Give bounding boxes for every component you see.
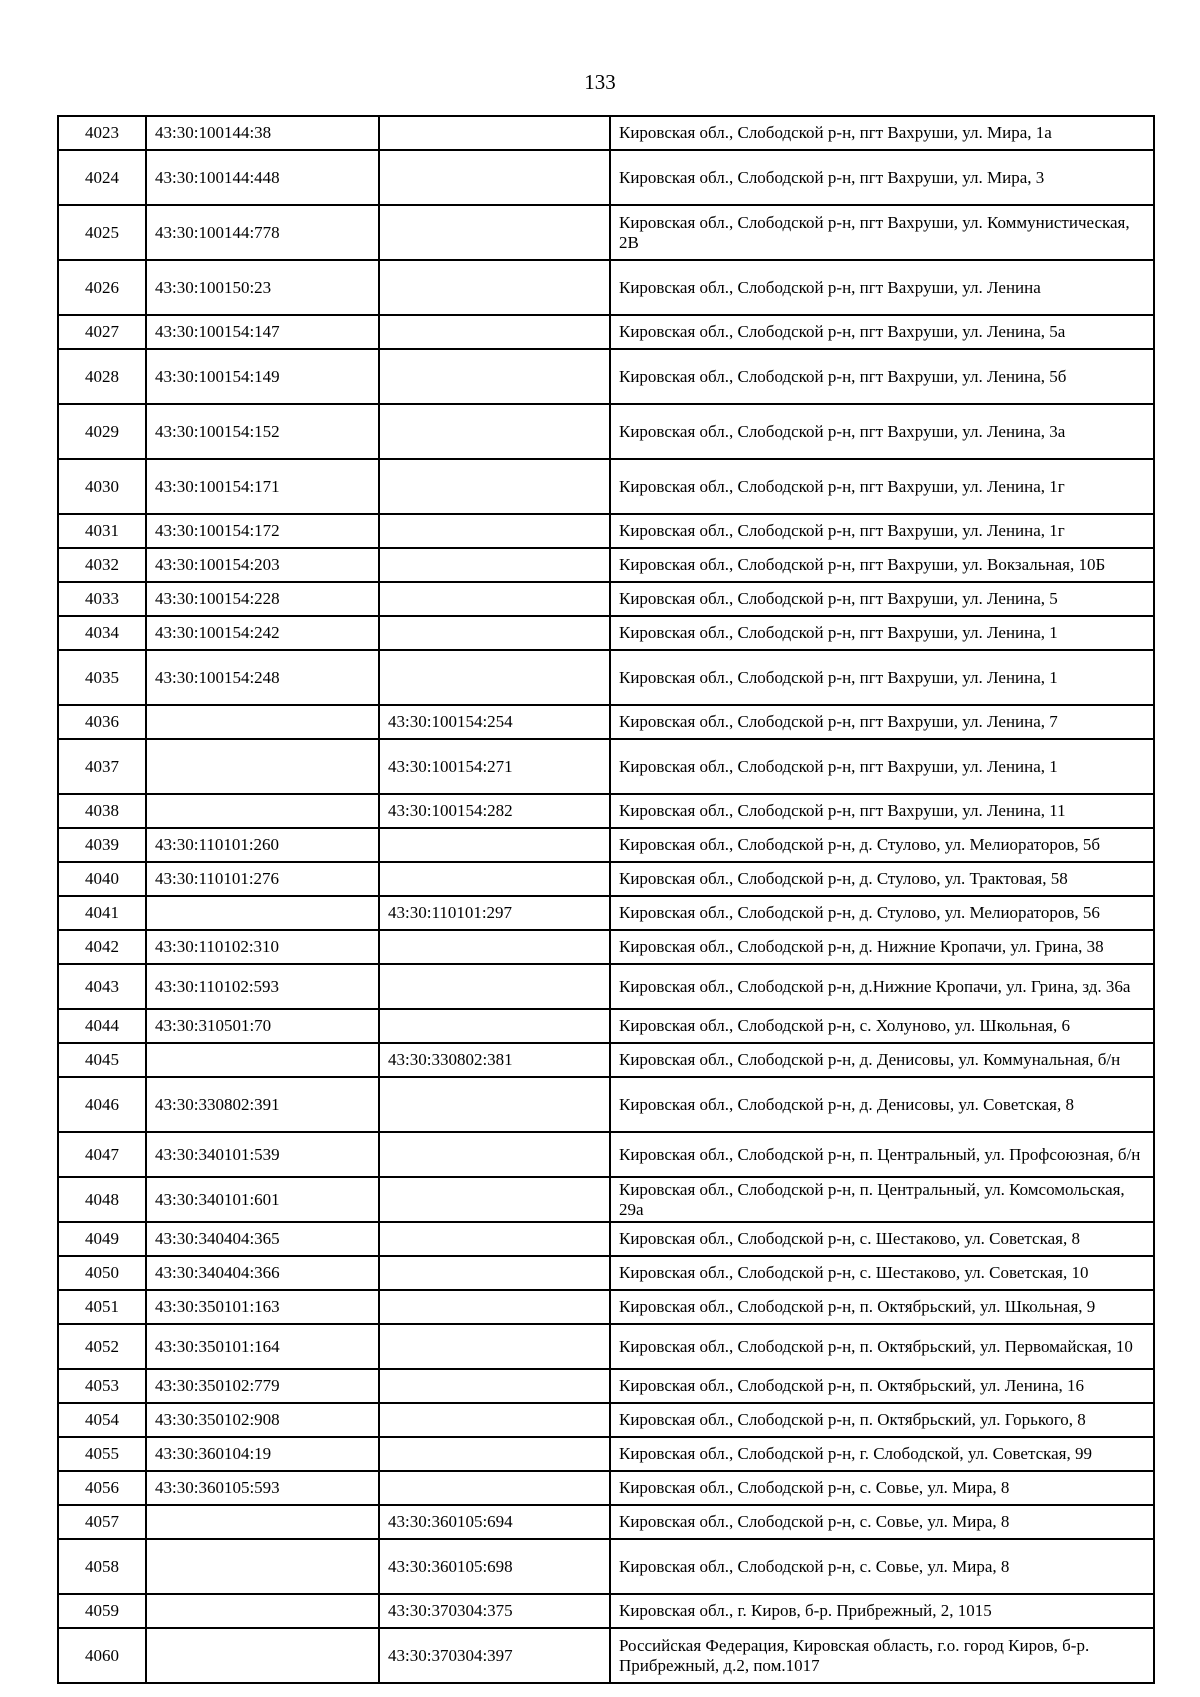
row-number-cell: 4035: [58, 650, 146, 705]
table-row: [58, 616, 1154, 650]
cadastral-number-alt-cell: [379, 150, 610, 205]
row-number-cell: 4028: [58, 349, 146, 404]
cadastral-number-cell: [146, 1505, 379, 1539]
table-row: [58, 349, 1154, 404]
address-cell: Кировская обл., Слободской р-н, д. Нижние Кропачи, ул. Грина, 38: [610, 930, 1154, 964]
cadastral-number-alt-cell: 43:30:330802:381: [379, 1043, 610, 1077]
cadastral-number-alt-cell: 43:30:370304:375: [379, 1594, 610, 1628]
row-number-cell: 4047: [58, 1132, 146, 1177]
row-number-cell: 4023: [58, 116, 146, 150]
table-row: [58, 896, 1154, 930]
cadastral-number-cell: [146, 794, 379, 828]
address-cell: Кировская обл., Слободской р-н, пгт Вахруши, ул. Мира, 1а: [610, 116, 1154, 150]
table-row: [58, 1594, 1154, 1628]
cadastral-number-cell: 43:30:100154:248: [146, 650, 379, 705]
table-row: [58, 582, 1154, 616]
table-row: [58, 1077, 1154, 1132]
table-row: [58, 1132, 1154, 1177]
row-number-cell: 4048: [58, 1177, 146, 1222]
row-number-cell: 4027: [58, 315, 146, 349]
address-cell: Кировская обл., Слободской р-н, пгт Вахруши, ул. Ленина, 1: [610, 650, 1154, 705]
cadastral-number-cell: 43:30:110101:260: [146, 828, 379, 862]
cadastral-number-alt-cell: [379, 930, 610, 964]
cadastral-number-cell: [146, 1594, 379, 1628]
row-number-cell: 4040: [58, 862, 146, 896]
address-cell: Кировская обл., Слободской р-н, с. Шестаково, ул. Советская, 8: [610, 1222, 1154, 1256]
table-row: [58, 964, 1154, 1009]
row-number-cell: 4025: [58, 205, 146, 260]
address-cell: Кировская обл., Слободской р-н, д.Нижние Кропачи, ул. Грина, зд. 36а: [610, 964, 1154, 1009]
cadastral-number-alt-cell: [379, 1077, 610, 1132]
cadastral-number-alt-cell: [379, 1324, 610, 1369]
row-number-cell: 4060: [58, 1628, 146, 1683]
cadastral-number-alt-cell: [379, 582, 610, 616]
row-number-cell: 4031: [58, 514, 146, 548]
row-number-cell: 4039: [58, 828, 146, 862]
cadastral-number-alt-cell: [379, 1369, 610, 1403]
address-cell: Кировская обл., Слободской р-н, д. Денисовы, ул. Советская, 8: [610, 1077, 1154, 1132]
address-cell: Кировская обл., г. Киров, б-р. Прибрежный, 2, 1015: [610, 1594, 1154, 1628]
table-row: [58, 1369, 1154, 1403]
cadastral-number-alt-cell: [379, 828, 610, 862]
cadastral-number-cell: 43:30:100144:38: [146, 116, 379, 150]
registry-table-body: [58, 116, 1154, 1683]
address-cell: Кировская обл., Слободской р-н, пгт Вахруши, ул. Ленина, 1: [610, 616, 1154, 650]
table-row: [58, 315, 1154, 349]
table-row: [58, 1505, 1154, 1539]
table-row: [58, 116, 1154, 150]
cadastral-number-alt-cell: [379, 862, 610, 896]
cadastral-number-alt-cell: [379, 650, 610, 705]
table-row: [58, 1009, 1154, 1043]
cadastral-number-cell: 43:30:100154:172: [146, 514, 379, 548]
table-row: [58, 1403, 1154, 1437]
address-cell: Кировская обл., Слободской р-н, пгт Вахруши, ул. Ленина, 1г: [610, 514, 1154, 548]
cadastral-number-alt-cell: [379, 1256, 610, 1290]
cadastral-number-alt-cell: 43:30:110101:297: [379, 896, 610, 930]
address-cell: Кировская обл., Слободской р-н, пгт Вахруши, ул. Ленина, 7: [610, 705, 1154, 739]
cadastral-number-cell: 43:30:110102:593: [146, 964, 379, 1009]
address-cell: Кировская обл., Слободской р-н, пгт Вахруши, ул. Ленина, 5: [610, 582, 1154, 616]
cadastral-number-alt-cell: [379, 514, 610, 548]
table-row: [58, 650, 1154, 705]
row-number-cell: 4058: [58, 1539, 146, 1594]
cadastral-number-cell: 43:30:110101:276: [146, 862, 379, 896]
table-row: [58, 1256, 1154, 1290]
row-number-cell: 4049: [58, 1222, 146, 1256]
cadastral-number-cell: 43:30:100154:203: [146, 548, 379, 582]
cadastral-number-alt-cell: [379, 1132, 610, 1177]
address-cell: Кировская обл., Слободской р-н, пгт Вахруши, ул. Ленина, 11: [610, 794, 1154, 828]
table-row: [58, 1222, 1154, 1256]
table-row: [58, 1177, 1154, 1222]
cadastral-number-cell: 43:30:360104:19: [146, 1437, 379, 1471]
address-cell: Кировская обл., Слободской р-н, п. Октябрьский, ул. Первомайская, 10: [610, 1324, 1154, 1369]
page-number: 133: [584, 70, 616, 94]
cadastral-number-alt-cell: 43:30:370304:397: [379, 1628, 610, 1683]
cadastral-number-cell: 43:30:330802:391: [146, 1077, 379, 1132]
row-number-cell: 4033: [58, 582, 146, 616]
address-cell: Кировская обл., Слободской р-н, пгт Вахруши, ул. Ленина, 5а: [610, 315, 1154, 349]
cadastral-number-alt-cell: [379, 459, 610, 514]
row-number-cell: 4052: [58, 1324, 146, 1369]
cadastral-number-cell: 43:30:350101:163: [146, 1290, 379, 1324]
cadastral-number-cell: 43:30:100144:778: [146, 205, 379, 260]
address-cell: Кировская обл., Слободской р-н, с. Совье, ул. Мира, 8: [610, 1471, 1154, 1505]
table-row: [58, 548, 1154, 582]
row-number-cell: 4044: [58, 1009, 146, 1043]
cadastral-number-alt-cell: [379, 616, 610, 650]
table-row: [58, 459, 1154, 514]
row-number-cell: 4030: [58, 459, 146, 514]
row-number-cell: 4042: [58, 930, 146, 964]
cadastral-number-cell: 43:30:340404:366: [146, 1256, 379, 1290]
table-row: [58, 739, 1154, 794]
row-number-cell: 4050: [58, 1256, 146, 1290]
row-number-cell: 4055: [58, 1437, 146, 1471]
table-row: [58, 150, 1154, 205]
address-cell: Кировская обл., Слободской р-н, с. Совье, ул. Мира, 8: [610, 1539, 1154, 1594]
address-cell: Кировская обл., Слободской р-н, п. Октябрьский, ул. Горького, 8: [610, 1403, 1154, 1437]
cadastral-number-cell: [146, 1628, 379, 1683]
cadastral-number-cell: [146, 1539, 379, 1594]
table-row: [58, 862, 1154, 896]
address-cell: Кировская обл., Слободской р-н, п. Центральный, ул. Комсомольская, 29а: [610, 1177, 1154, 1222]
row-number-cell: 4037: [58, 739, 146, 794]
registry-table: [57, 115, 1155, 1684]
table-row: [58, 705, 1154, 739]
address-cell: Кировская обл., Слободской р-н, г. Слободской, ул. Советская, 99: [610, 1437, 1154, 1471]
cadastral-number-alt-cell: [379, 315, 610, 349]
cadastral-number-alt-cell: 43:30:100154:282: [379, 794, 610, 828]
cadastral-number-alt-cell: [379, 260, 610, 315]
cadastral-number-cell: 43:30:340101:539: [146, 1132, 379, 1177]
address-cell: Кировская обл., Слободской р-н, пгт Вахруши, ул. Ленина, 5б: [610, 349, 1154, 404]
cadastral-number-alt-cell: [379, 349, 610, 404]
cadastral-number-cell: [146, 739, 379, 794]
row-number-cell: 4059: [58, 1594, 146, 1628]
address-cell: Кировская обл., Слободской р-н, пгт Вахруши, ул. Ленина, 3а: [610, 404, 1154, 459]
cadastral-number-alt-cell: [379, 1471, 610, 1505]
cadastral-number-cell: 43:30:350101:164: [146, 1324, 379, 1369]
row-number-cell: 4045: [58, 1043, 146, 1077]
address-cell: Кировская обл., Слободской р-н, с. Совье, ул. Мира, 8: [610, 1505, 1154, 1539]
address-cell: Российская Федерация, Кировская область, г.о. город Киров, б-р. Прибрежный, д.2, пом.1017: [610, 1628, 1154, 1683]
cadastral-number-cell: 43:30:100154:149: [146, 349, 379, 404]
address-cell: Кировская обл., Слободской р-н, с. Шестаково, ул. Советская, 10: [610, 1256, 1154, 1290]
cadastral-number-cell: [146, 1043, 379, 1077]
cadastral-number-cell: 43:30:100154:171: [146, 459, 379, 514]
table-row: [58, 260, 1154, 315]
address-cell: Кировская обл., Слободской р-н, д. Стулово, ул. Трактовая, 58: [610, 862, 1154, 896]
table-row: [58, 1437, 1154, 1471]
cadastral-number-alt-cell: [379, 1222, 610, 1256]
table-row: [58, 828, 1154, 862]
cadastral-number-alt-cell: [379, 964, 610, 1009]
address-cell: Кировская обл., Слободской р-н, пгт Вахруши, ул. Вокзальная, 10Б: [610, 548, 1154, 582]
table-row: [58, 1043, 1154, 1077]
table-row: [58, 1628, 1154, 1683]
row-number-cell: 4038: [58, 794, 146, 828]
cadastral-number-alt-cell: 43:30:100154:254: [379, 705, 610, 739]
cadastral-number-cell: [146, 705, 379, 739]
cadastral-number-alt-cell: [379, 1177, 610, 1222]
row-number-cell: 4024: [58, 150, 146, 205]
cadastral-number-cell: 43:30:100154:242: [146, 616, 379, 650]
cadastral-number-alt-cell: [379, 404, 610, 459]
cadastral-number-cell: 43:30:350102:908: [146, 1403, 379, 1437]
row-number-cell: 4043: [58, 964, 146, 1009]
cadastral-number-cell: 43:30:340101:601: [146, 1177, 379, 1222]
cadastral-number-alt-cell: [379, 1437, 610, 1471]
cadastral-number-alt-cell: 43:30:360105:698: [379, 1539, 610, 1594]
address-cell: Кировская обл., Слободской р-н, д. Стулово, ул. Мелиораторов, 56: [610, 896, 1154, 930]
cadastral-number-cell: 43:30:100154:152: [146, 404, 379, 459]
cadastral-number-cell: 43:30:100154:147: [146, 315, 379, 349]
cadastral-number-cell: [146, 896, 379, 930]
address-cell: Кировская обл., Слободской р-н, пгт Вахруши, ул. Ленина, 1: [610, 739, 1154, 794]
table-row: [58, 1471, 1154, 1505]
row-number-cell: 4026: [58, 260, 146, 315]
row-number-cell: 4056: [58, 1471, 146, 1505]
address-cell: Кировская обл., Слободской р-н, пгт Вахруши, ул. Коммунистическая, 2В: [610, 205, 1154, 260]
row-number-cell: 4032: [58, 548, 146, 582]
cadastral-number-alt-cell: [379, 116, 610, 150]
address-cell: Кировская обл., Слободской р-н, п. Октябрьский, ул. Ленина, 16: [610, 1369, 1154, 1403]
address-cell: Кировская обл., Слободской р-н, п. Октябрьский, ул. Школьная, 9: [610, 1290, 1154, 1324]
cadastral-number-alt-cell: [379, 1009, 610, 1043]
row-number-cell: 4041: [58, 896, 146, 930]
table-row: [58, 794, 1154, 828]
row-number-cell: 4029: [58, 404, 146, 459]
address-cell: Кировская обл., Слободской р-н, д. Стулово, ул. Мелиораторов, 5б: [610, 828, 1154, 862]
table-row: [58, 1324, 1154, 1369]
address-cell: Кировская обл., Слободской р-н, пгт Вахруши, ул. Мира, 3: [610, 150, 1154, 205]
table-row: [58, 1539, 1154, 1594]
cadastral-number-cell: 43:30:310501:70: [146, 1009, 379, 1043]
cadastral-number-alt-cell: [379, 1290, 610, 1324]
cadastral-number-alt-cell: 43:30:360105:694: [379, 1505, 610, 1539]
address-cell: Кировская обл., Слободской р-н, п. Центральный, ул. Профсоюзная, б/н: [610, 1132, 1154, 1177]
cadastral-number-cell: 43:30:340404:365: [146, 1222, 379, 1256]
cadastral-number-cell: 43:30:350102:779: [146, 1369, 379, 1403]
row-number-cell: 4034: [58, 616, 146, 650]
cadastral-number-cell: 43:30:100150:23: [146, 260, 379, 315]
address-cell: Кировская обл., Слободской р-н, пгт Вахруши, ул. Ленина: [610, 260, 1154, 315]
row-number-cell: 4053: [58, 1369, 146, 1403]
cadastral-number-cell: 43:30:100154:228: [146, 582, 379, 616]
cadastral-number-cell: 43:30:100144:448: [146, 150, 379, 205]
cadastral-number-alt-cell: 43:30:100154:271: [379, 739, 610, 794]
table-row: [58, 930, 1154, 964]
row-number-cell: 4046: [58, 1077, 146, 1132]
table-row: [58, 1290, 1154, 1324]
cadastral-number-alt-cell: [379, 205, 610, 260]
cadastral-number-cell: 43:30:360105:593: [146, 1471, 379, 1505]
cadastral-number-cell: 43:30:110102:310: [146, 930, 379, 964]
row-number-cell: 4057: [58, 1505, 146, 1539]
address-cell: Кировская обл., Слободской р-н, пгт Вахруши, ул. Ленина, 1г: [610, 459, 1154, 514]
cadastral-number-alt-cell: [379, 548, 610, 582]
cadastral-number-alt-cell: [379, 1403, 610, 1437]
row-number-cell: 4051: [58, 1290, 146, 1324]
row-number-cell: 4054: [58, 1403, 146, 1437]
row-number-cell: 4036: [58, 705, 146, 739]
table-row: [58, 404, 1154, 459]
table-row: [58, 205, 1154, 260]
table-row: [58, 514, 1154, 548]
address-cell: Кировская обл., Слободской р-н, с. Холуново, ул. Школьная, 6: [610, 1009, 1154, 1043]
address-cell: Кировская обл., Слободской р-н, д. Денисовы, ул. Коммунальная, б/н: [610, 1043, 1154, 1077]
